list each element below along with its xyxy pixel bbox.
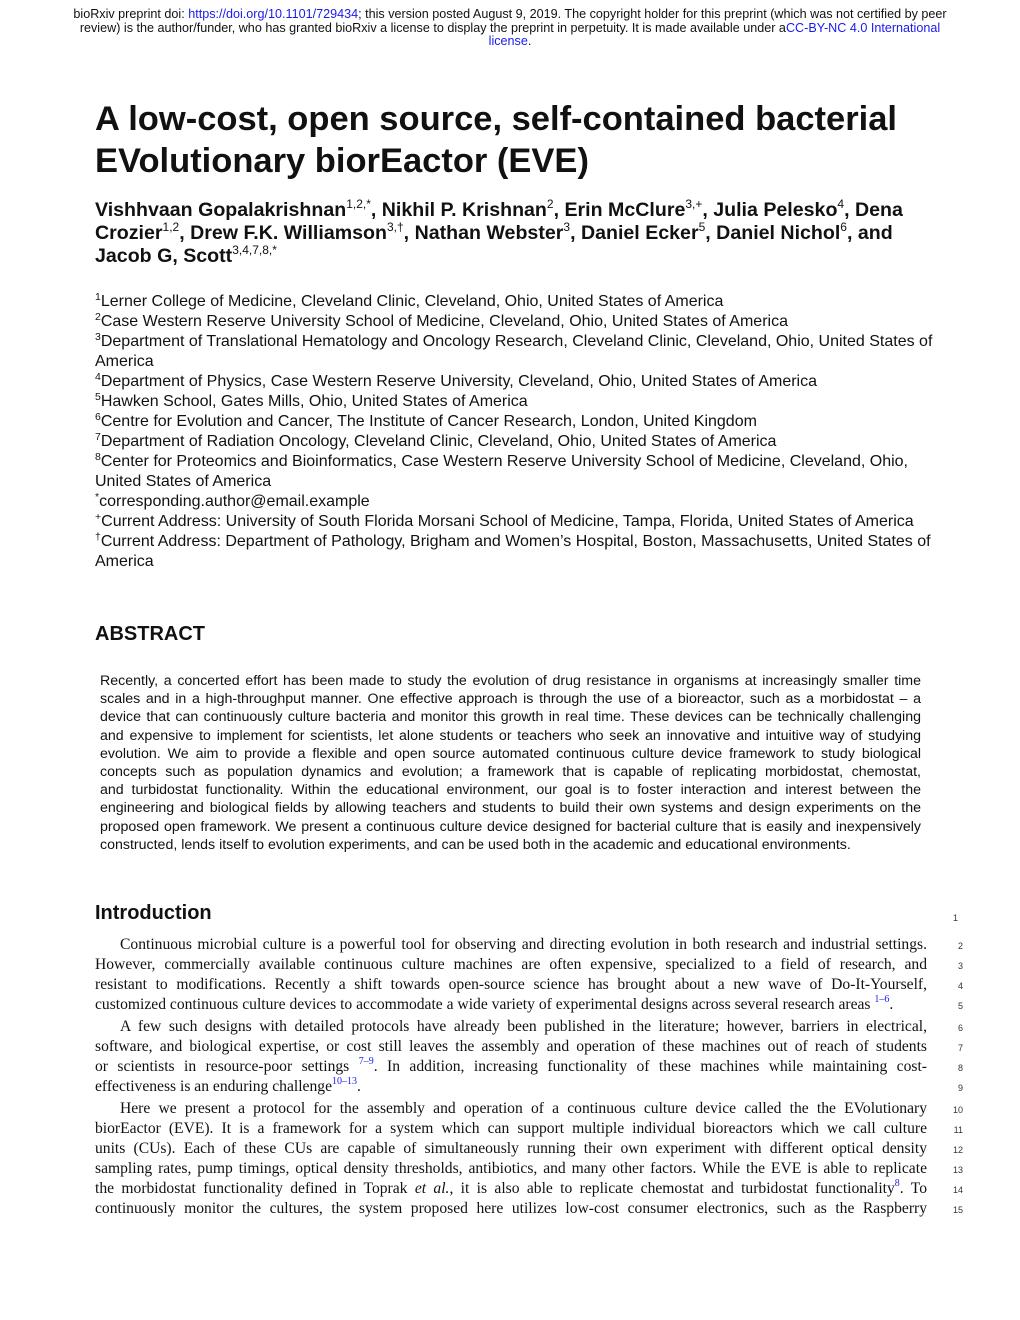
author-list <box>95 199 935 268</box>
text-segment: customized continuous culture devices to accommodate a wide variety of experimental designs across several research areas <box>95 996 875 1013</box>
doi-link[interactable]: https://doi.org/10.1101/729434 <box>188 7 359 21</box>
line-number: 11 <box>953 1125 963 1135</box>
author-separator: , <box>179 222 191 244</box>
affiliation-mark: 6 <box>95 411 101 423</box>
abstract-line: and turbidostat functionality. Within the educational environment, our goal is to foster interaction and interest between the <box>100 782 921 799</box>
affiliation-item <box>95 312 935 332</box>
affiliation-item <box>95 412 935 432</box>
author-name: Jacob G, Scott <box>95 245 233 267</box>
text-segment: Continuous microbial culture is a powerful tool for observing and directing evolution in both research and industrial settings. <box>120 936 927 953</box>
text-segment: Here we present a protocol for the assembly and operation of a continuous culture device called the the EVolutionary <box>120 1100 927 1117</box>
author-separator: , <box>370 199 382 221</box>
text-segment: units (CUs). Each of these CUs are capable of simultaneously running their own experiment with different optical density <box>95 1140 927 1157</box>
abstract-line: concepts such as population dynamics and evolution; a framework that is capable of replicating morbidostat, chemostat, <box>100 764 921 781</box>
author-separator: , <box>702 199 714 221</box>
affiliation-mark: 8 <box>95 451 101 463</box>
text-segment: effectiveness is an enduring challenge <box>95 1078 332 1095</box>
line-number: 1 <box>953 913 959 923</box>
text-line <box>95 975 963 995</box>
text-line <box>95 955 963 975</box>
line-number: 3 <box>957 961 963 971</box>
affiliation-mark: 5 <box>95 391 101 403</box>
text-segment: biorEactor (EVE). It is a framework for a system which can support multiple individual bioreactors which we call culture <box>95 1120 927 1137</box>
license-link[interactable]: CC-BY-NC 4.0 International license <box>488 20 941 48</box>
author-separator: , <box>403 222 415 244</box>
text-line <box>95 1017 963 1037</box>
citation-link[interactable]: 1–6 <box>874 994 890 1005</box>
text-segment: or scientists in resource-poor settings <box>95 1058 359 1075</box>
abstract-line: proposed open framework. We present a continuous culture device designed for bacterial culture that is easily and inexpensively <box>100 818 921 835</box>
introduction-heading: Introduction <box>95 902 212 924</box>
affiliation-text: Current Address: University of South Florida Morsani School of Medicine, Tampa, Florida, United States of America <box>101 513 914 530</box>
citation-link[interactable]: 7–9 <box>358 1056 374 1067</box>
affiliation-item <box>95 532 935 572</box>
line-number: 12 <box>953 1145 964 1155</box>
affiliation-text: Lerner College of Medicine, Cleveland Clinic, Cleveland, Ohio, United States of America <box>100 293 724 310</box>
text-line <box>95 1056 963 1077</box>
notice-prefix: bioRxiv preprint doi: <box>73 7 189 21</box>
text-line <box>95 1178 964 1199</box>
line-number: 9 <box>957 1083 963 1093</box>
author-name: Nikhil P. Krishnan <box>381 199 547 221</box>
affiliation-text: Hawken School, Gates Mills, Ohio, United States of America <box>100 393 528 410</box>
text-line <box>95 1199 964 1219</box>
paper-title: A low-cost, open source, self-contained bacterial EVolutionary biorEactor (EVE) <box>95 100 897 180</box>
author-separator: , <box>844 199 855 221</box>
text-line <box>95 1076 963 1097</box>
line-number: 5 <box>957 1001 963 1011</box>
author-affiliation-marks: 3 <box>563 220 571 234</box>
affiliation-mark: + <box>95 511 102 523</box>
author-separator: , <box>553 199 565 221</box>
text-segment: However, commercially available continuous culture machines are often expensive, specialized to a field of research, and <box>95 956 927 973</box>
text-segment: . In addition, increasing functionality of these machines while maintaining cost- <box>373 1058 927 1075</box>
notice-end: . <box>527 34 532 48</box>
text-segment: . <box>889 996 894 1013</box>
author-separator: , and <box>846 222 893 244</box>
affiliation-text: Current Address: Department of Pathology, Brigham and Women’s Hospital, Boston, Massachusetts, United States of America <box>95 533 931 570</box>
affiliation-text: Department of Radiation Oncology, Cleveland Clinic, Cleveland, Ohio, United States of America <box>100 433 777 450</box>
abstract-line: device that can continuously culture bacteria and monitor this growth in real time. These devices can be technically challenging <box>100 709 921 726</box>
affiliation-text: Case Western Reserve University School of Medicine, Cleveland, Ohio, United States of America <box>100 313 788 330</box>
affiliation-item <box>95 372 935 392</box>
affiliation-item <box>95 512 935 532</box>
text-segment: . To <box>899 1180 927 1197</box>
affiliation-text: Centre for Evolution and Cancer, The Institute of Cancer Research, London, United Kingdom <box>100 413 757 430</box>
author-affiliation-marks: 3,† <box>386 220 404 234</box>
citation-link[interactable]: 8 <box>894 1178 900 1189</box>
author-name: Julia Pelesko <box>713 199 838 221</box>
author-affiliation-marks: 6 <box>840 220 847 234</box>
line-number: 10 <box>953 1105 964 1115</box>
introduction-body <box>95 935 964 1219</box>
abstract-line: evolution. We aim to provide a flexible and open source automated continuous culture device framework to study biological <box>100 745 921 762</box>
affiliation-text: Department of Translational Hematology and Oncology Research, Cleveland Clinic, Cleveland, Ohio, United States of America <box>95 333 933 370</box>
text-segment: continuously monitor the cultures, the system proposed here utilizes low-cost consumer electronics, such as the Raspberry <box>95 1200 927 1217</box>
citation-link[interactable]: 10–13 <box>332 1076 357 1087</box>
author-affiliation-marks: 4 <box>837 197 845 211</box>
affiliation-text: Department of Physics, Case Western Reserve University, Cleveland, Ohio, United States of America <box>100 373 817 390</box>
text-segment: . <box>357 1078 361 1095</box>
author-separator: , <box>705 222 717 244</box>
text-line <box>95 1037 963 1057</box>
author-separator: , <box>570 222 581 244</box>
author-name: Erin McClure <box>564 199 686 221</box>
affiliation-text: corresponding.author@email.example <box>99 493 370 510</box>
abstract-line: Recently, a concerted effort has been made to study the evolution of drug resistance in organisms at increasingly smaller time <box>100 673 921 689</box>
author-affiliation-marks: 1,2 <box>162 220 180 234</box>
line-number: 7 <box>957 1043 963 1053</box>
affiliation-item <box>95 432 935 452</box>
affiliation-item <box>95 292 935 312</box>
affiliation-item <box>95 452 935 492</box>
affiliation-item <box>95 332 935 372</box>
text-segment: sampling rates, pump timings, optical density thresholds, antibiotics, and many other factors. While the EVE is able to replicate <box>95 1160 927 1177</box>
text-line <box>95 994 963 1015</box>
line-number: 14 <box>953 1185 964 1195</box>
text-segment: A few such designs with detailed protocols have already been published in the literature; however, barriers in electrical, <box>120 1018 927 1035</box>
abstract-heading: ABSTRACT <box>95 623 205 645</box>
author-affiliation-marks: 1,2,* <box>346 197 371 211</box>
affiliation-mark: † <box>95 531 101 543</box>
text-line <box>95 1119 963 1139</box>
text-segment: software, and biological expertise, or cost still leaves the assembly and operation of these machines out of reach of students <box>95 1038 927 1055</box>
affiliation-mark: 7 <box>95 431 101 443</box>
affiliation-mark: * <box>95 491 100 503</box>
line-number: 13 <box>953 1165 964 1175</box>
affiliation-text: Center for Proteomics and Bioinformatics, Case Western Reserve University School of Medicine, Cleveland, Ohio, United States of America <box>95 453 908 490</box>
affiliation-list <box>95 292 935 572</box>
affiliation-item <box>95 392 935 412</box>
author-name: Vishhvaan Gopalakrishnan <box>95 199 347 221</box>
line-number: 6 <box>957 1023 963 1033</box>
text-line <box>95 1159 964 1179</box>
text-line <box>95 1099 964 1119</box>
affiliation-mark: 3 <box>95 331 101 343</box>
affiliation-mark: 2 <box>95 311 101 323</box>
text-line <box>95 935 963 955</box>
author-affiliation-marks: 3,4,7,8,* <box>232 243 277 257</box>
abstract-body <box>100 672 921 854</box>
text-segment: , it is also able to replicate chemostat and turbidostat functionality <box>449 1180 895 1197</box>
abstract-line: and expensive to implement for scientists, let alone students or teachers who seek an innovative and intuitive way of studying <box>100 727 921 744</box>
author-name: Daniel Nichol <box>716 222 841 244</box>
abstract-line: scales and in a high-throughput manner. One effective approach is through the use of a bioreactor, such as a morbidostat – a <box>100 691 921 708</box>
text-segment: resistant to modifications. Recently a shift towards open-source science has brought about a new wave of Do-It-Yourself, <box>95 976 927 993</box>
author-name: Drew F.K. Williamson <box>190 222 387 244</box>
affiliation-mark: 4 <box>95 371 101 383</box>
author-name: Dena Crozier <box>95 199 903 244</box>
author-affiliation-marks: 3,+ <box>685 197 703 211</box>
text-line <box>95 1139 964 1159</box>
author-name: Daniel Ecker <box>580 222 699 244</box>
author-affiliation-marks: 2 <box>546 197 554 211</box>
abstract-line: engineering and biological fields by allowing teachers and students to build their own systems and design experiments on the <box>100 800 921 817</box>
affiliation-item <box>95 492 935 512</box>
italic-text: et al. <box>414 1180 450 1197</box>
line-number: 15 <box>953 1205 964 1215</box>
line-number: 4 <box>957 981 963 991</box>
line-number: 8 <box>957 1063 963 1073</box>
notice-text: ; this version posted August 9, 2019. The copyright holder for this preprint (which was not certified by peer review) is the author/funder, who has granted bioRxiv a license to display the preprint in perpetuity. It is made available under a <box>79 7 947 35</box>
abstract-line: constructed, lends itself to evolution experiments, and can be used both in the academic and educational environments. <box>100 836 851 853</box>
text-segment: the morbidostat functionality defined in Toprak <box>95 1180 415 1197</box>
author-name: Nathan Webster <box>414 222 564 244</box>
line-number: 2 <box>957 941 963 951</box>
author-affiliation-marks: 5 <box>698 220 706 234</box>
preprint-notice <box>60 8 960 49</box>
affiliation-mark: 1 <box>95 291 101 303</box>
